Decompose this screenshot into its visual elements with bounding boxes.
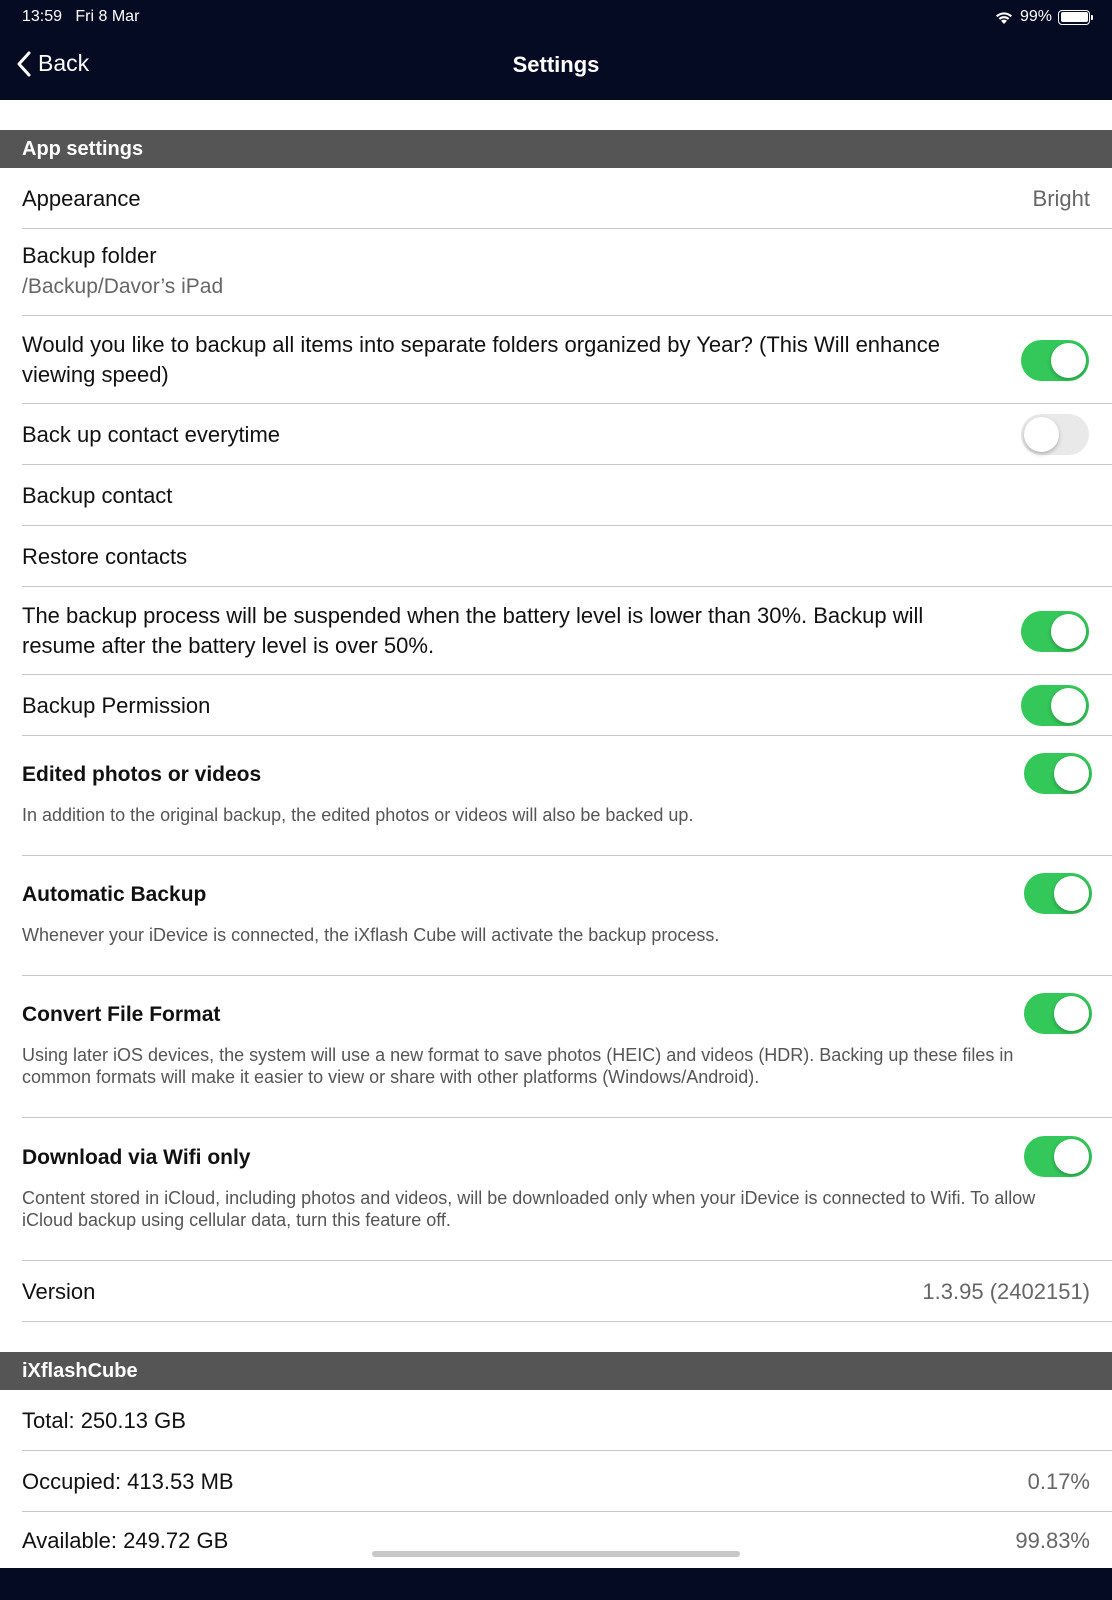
status-date: Fri 8 Mar <box>75 8 140 25</box>
restore-contacts-row[interactable] <box>22 526 1112 587</box>
status-time-date <box>22 8 139 26</box>
section-header-cube: iXflashCube <box>0 1352 1112 1390</box>
battery-percent: 99% <box>1019 8 1052 25</box>
cube-occupied-value: 0.17% <box>1027 1469 1090 1494</box>
cube-occupied-row <box>22 1451 1112 1512</box>
restore-contacts-label: Restore contacts <box>22 544 188 569</box>
edited-photos-label: Edited photos or videos <box>22 763 262 786</box>
cube-available-label: Available: 249.72 GB <box>22 1528 229 1553</box>
wifi-only-row <box>22 1118 1112 1261</box>
organize-by-year-label: Would you like to backup all items into separate folders organized by Year? (This Will enhance viewing speed) <box>22 332 940 387</box>
battery-suspend-toggle[interactable] <box>1021 611 1089 652</box>
version-value: 1.3.95 (2402151) <box>922 1279 1090 1304</box>
edited-photos-row <box>22 736 1112 856</box>
wifi-icon <box>994 10 1014 25</box>
cube-total-label: Total: 250.13 GB <box>22 1408 186 1433</box>
version-row <box>22 1261 1112 1322</box>
automatic-backup-row <box>22 856 1112 976</box>
home-indicator[interactable] <box>372 1551 740 1557</box>
cube-available-row <box>22 1512 1112 1568</box>
automatic-backup-desc: Whenever your iDevice is connected, the iXflash Cube will activate the backup process. <box>22 925 720 945</box>
backup-folder-path: /Backup/Davor’s iPad <box>22 275 224 298</box>
automatic-backup-label: Automatic Backup <box>22 883 207 906</box>
backup-contact-label: Backup contact <box>22 483 173 508</box>
cube-total-row <box>22 1390 1112 1451</box>
convert-format-row <box>22 976 1112 1118</box>
backup-permission-label: Backup Permission <box>22 693 211 718</box>
backup-contact-row[interactable] <box>22 465 1112 526</box>
version-label: Version <box>22 1279 96 1304</box>
back-label: Back <box>38 50 90 76</box>
appearance-row[interactable] <box>22 168 1112 229</box>
cube-occupied-label: Occupied: 413.53 MB <box>22 1469 234 1494</box>
organize-by-year-row <box>22 316 1112 404</box>
battery-icon <box>1058 10 1090 25</box>
convert-format-desc: Using later iOS devices, the system will use a new format to save photos (HEIC) and videos (HDR). Backing up these files in common formats will make it easier to view or share with other platforms (Windows/Android). <box>22 1045 1014 1087</box>
status-right <box>994 8 1090 26</box>
nav-bar <box>0 34 1112 100</box>
backup-contact-everytime-label: Back up contact everytime <box>22 422 281 447</box>
backup-permission-row <box>22 675 1112 736</box>
backup-folder-label: Backup folder <box>22 243 157 268</box>
organize-by-year-toggle[interactable] <box>1021 340 1089 381</box>
battery-suspend-label: The backup process will be suspended when the battery level is lower than 30%. Backup will resume after the battery level is over 50%. <box>22 603 924 658</box>
battery-suspend-row <box>22 587 1112 675</box>
section-header-app-settings: App settings <box>0 130 1112 168</box>
convert-format-toggle[interactable] <box>1024 993 1092 1034</box>
edited-photos-desc: In addition to the original backup, the edited photos or videos will also be backed up. <box>22 805 694 825</box>
chevron-left-icon <box>16 51 32 77</box>
wifi-only-desc: Content stored in iCloud, including photos and videos, will be downloaded only when your iDevice is connected to Wifi. To allow iCloud backup using cellular data, turn this feature off. <box>22 1188 1036 1230</box>
home-indicator-area <box>0 1568 1112 1600</box>
wifi-only-toggle[interactable] <box>1024 1136 1092 1177</box>
status-bar <box>0 0 1112 34</box>
back-button[interactable] <box>16 50 89 77</box>
convert-format-label: Convert File Format <box>22 1003 221 1026</box>
status-time: 13:59 <box>22 8 63 25</box>
backup-folder-row[interactable] <box>22 229 1112 316</box>
edited-photos-toggle[interactable] <box>1024 753 1092 794</box>
backup-contact-everytime-row <box>22 404 1112 465</box>
backup-permission-toggle[interactable] <box>1021 685 1089 726</box>
page-title: Settings <box>512 52 600 77</box>
automatic-backup-toggle[interactable] <box>1024 873 1092 914</box>
appearance-value: Bright <box>1032 186 1090 211</box>
backup-contact-everytime-toggle[interactable] <box>1021 414 1089 455</box>
cube-available-value: 99.83% <box>1015 1528 1090 1553</box>
wifi-only-label: Download via Wifi only <box>22 1146 251 1169</box>
appearance-label: Appearance <box>22 186 141 211</box>
